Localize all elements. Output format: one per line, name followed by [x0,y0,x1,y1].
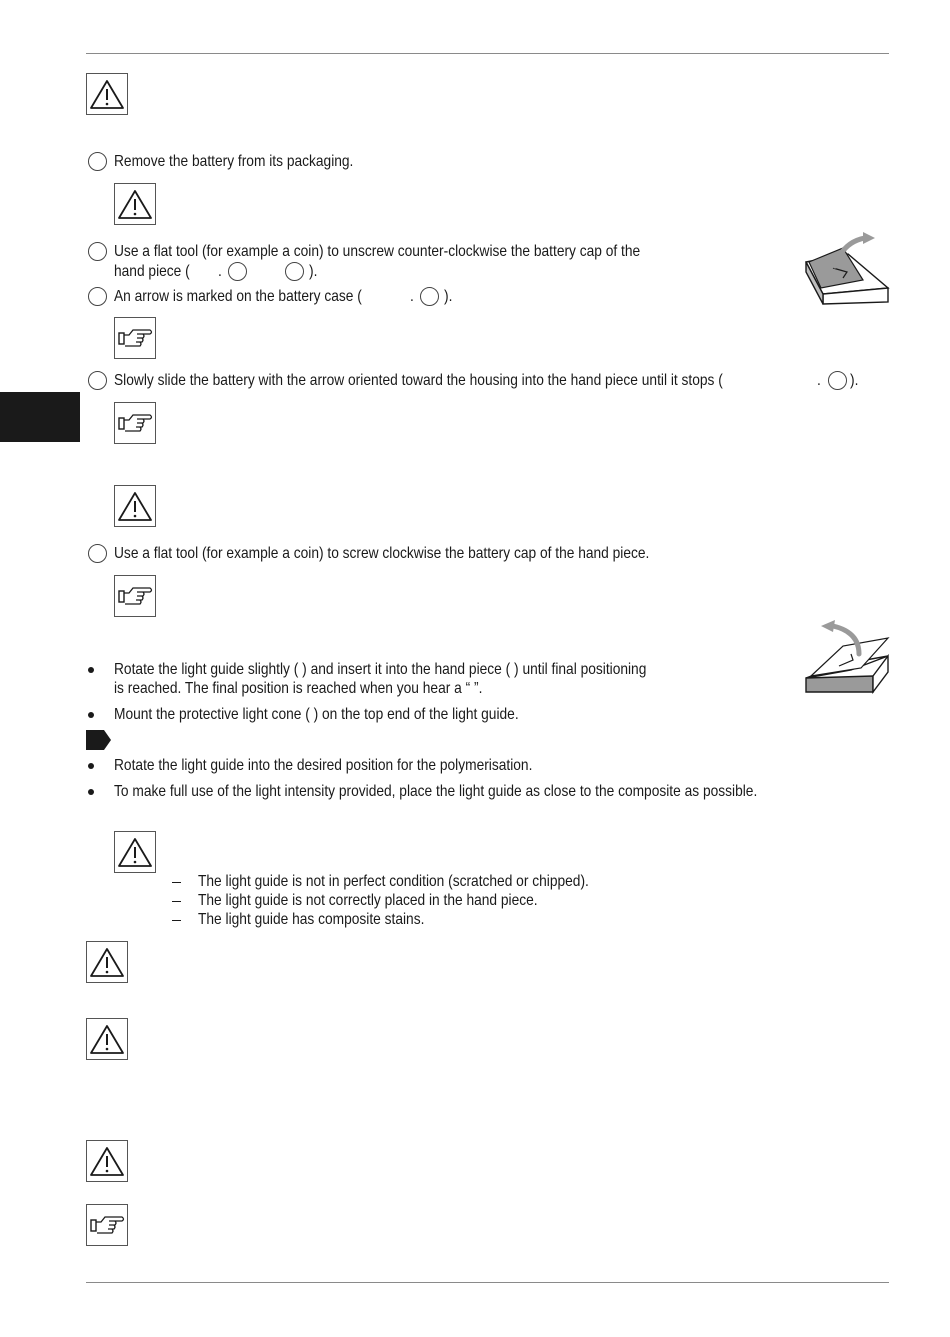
figure-ref-dot: . [410,288,414,305]
header-rule [86,53,889,54]
bullet-icon [88,712,94,718]
battery-cap-open-illustration [803,232,893,306]
figure-ref-circle-icon [285,262,304,281]
warning-triangle-icon [114,831,156,873]
pointing-hand-icon [114,402,156,444]
step-remove-text: Remove the battery from its packaging. [114,153,354,170]
figure-ref-dot: . [817,372,821,389]
step-circle-icon [88,371,107,390]
pentagon-marker-icon [86,730,112,750]
pointing-hand-icon [114,317,156,359]
figure-ref-circle-icon [228,262,247,281]
figure-ref-circle-icon [828,371,847,390]
warning-list-item: The light guide has composite stains. [198,911,425,928]
bullet-rotate-text-line2: is reached. The final position is reached when you hear a “ ”. [114,680,483,697]
bullet-close-text: To make full use of the light intensity provided, place the light guide as close to the composite as possible. [114,783,758,800]
step-circle-icon [88,242,107,261]
warning-triangle-icon [86,1018,128,1060]
figure-ref-close: ). [444,288,453,305]
dash-icon [172,882,181,883]
dash-icon [172,920,181,921]
chapter-tab [0,392,80,442]
bullet-rotate-text-line1: Rotate the light guide slightly ( ) and insert it into the hand piece ( ) until final positioning [114,661,647,678]
bullet-icon [88,789,94,795]
bullet-mount-text: Mount the protective light cone ( ) on the top end of the light guide. [114,706,519,723]
bullet-icon [88,763,94,769]
step-circle-icon [88,152,107,171]
step-unscrew-text-line2: hand piece ( [114,263,190,280]
bullet-icon [88,667,94,673]
warning-triangle-icon [86,1140,128,1182]
warning-triangle-icon [114,485,156,527]
warning-list-item: The light guide is not correctly placed in the hand piece. [198,892,538,909]
figure-ref-close: ). [309,263,318,280]
pointing-hand-icon [114,575,156,617]
step-circle-icon [88,544,107,563]
step-circle-icon [88,287,107,306]
footer-rule [86,1282,889,1283]
figure-ref-dot: . [218,263,222,280]
step-slide-text: Slowly slide the battery with the arrow oriented toward the housing into the hand piece until it stops ( [114,372,723,389]
warning-triangle-icon [114,183,156,225]
figure-ref-close: ). [850,372,859,389]
step-arrow-text: An arrow is marked on the battery case ( [114,288,362,305]
step-screw-text: Use a flat tool (for example a coin) to screw clockwise the battery cap of the hand piece. [114,545,650,562]
pointing-hand-icon [86,1204,128,1246]
warning-list-item: The light guide is not in perfect condition (scratched or chipped). [198,873,589,890]
step-unscrew-text-line1: Use a flat tool (for example a coin) to unscrew counter-clockwise the battery cap of the [114,243,641,260]
warning-triangle-icon [86,941,128,983]
warning-triangle-icon [86,73,128,115]
bullet-position-text: Rotate the light guide into the desired position for the polymerisation. [114,757,533,774]
figure-ref-circle-icon [420,287,439,306]
battery-cap-close-illustration [803,620,893,696]
dash-icon [172,901,181,902]
